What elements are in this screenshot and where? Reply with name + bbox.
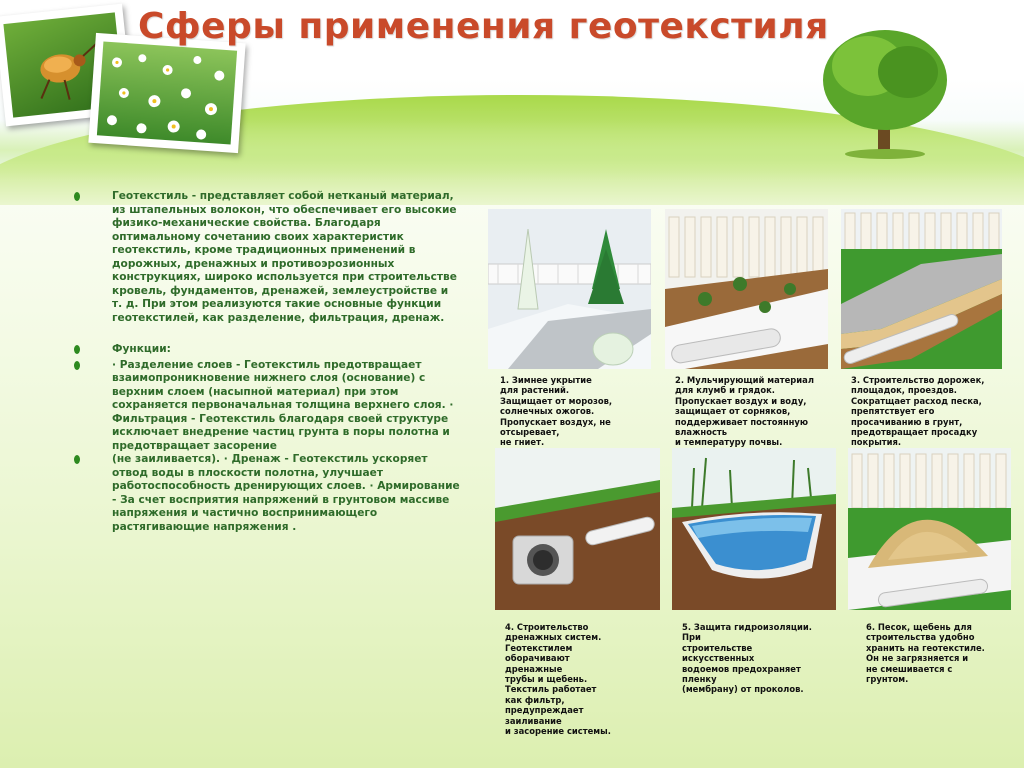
illustration-sand-storage [848,448,1011,610]
text-column [72,190,462,534]
list-item [72,190,462,325]
list-item [72,359,462,454]
illustration-paths [841,209,1002,369]
tree-illustration [810,20,960,160]
illustration-drainage [495,448,660,610]
caption-3: 3. Строительство дорожек, площадок, проездов. Сократщает расход песка, препятствует его просачиванию в грунт, предотвращает просадку покрытия. [851,375,985,448]
caption-2: 2. Мульчирующий материал для клумб и грядок. Пропускает воздух и воду, защищает от сорняков, поддерживает постоянную влажность и температуру почвы. [675,375,814,448]
bullet-icon [74,455,80,464]
daisy-field-photo [88,33,245,153]
caption-5: 5. Защита гидроизоляции. При строительстве искусственных водоемов предохраняет пленку (мембрану) от проколов. [682,622,812,695]
functions-paragraph-continued: (не заиливается). · Дренаж - Геотекстиль ускоряет отвод воды в плоскости полотна, улучшает работоспособность дренирующих слоев. · Армирование - За счет восприятия напряжений в грунтовом массиве напряжения и частично воспринимающего растягивающие напряжения . [112,453,460,533]
bullet-icon [74,345,80,354]
list-item [72,453,462,534]
intro-paragraph: Геотекстиль - представляет собой нетканый материал, из штапельных волокон, что обеспечивает его высокие физико-механические свойства. Благодаря оптимальному сочетанию своих характеристик геотекстиль, кроме традиционных применений в дорожных, дренажных и противоэрозионных конструкциях, широко используется при строительстве кровель, фундаментов, дренажей, землеустройстве и т. д. При этом реализуются такие основные функции геотекстилей, как разделение, фильтрация, дренаж. [112,190,457,324]
functions-paragraph: · Разделение слоев - Геотекстиль предотвращает взаимопроникновение нижнего слоя (основание) с верхним слоем (насыпной материал) при этом сохраняется первоначальная толщина верхнего слоя. · Фильтрация - Геотекстиль благодаря своей структуре исключает внедрение частиц грунта в поры полотна и предотвращает засорение [112,358,454,452]
list-item [72,343,462,357]
illustration-winter-cover [488,209,651,369]
bullet-icon [74,192,80,201]
caption-1: 1. Зимнее укрытие для растений. Защищает от морозов, солнечных ожогов. Пропускает воздух, не отсыревает, не гниет. [500,375,613,448]
page-title: Сферы применения геотекстиля [138,6,829,47]
functions-heading: Функции: [112,343,171,355]
caption-4: 4. Строительство дренажных систем. Геотекстилем оборачивают дренажные трубы и щебень. Текстиль работает как фильтр, предупреждает заиливание и засорение системы. [505,622,611,737]
illustration-pond [672,448,836,610]
illustration-mulching [665,209,828,369]
caption-6: 6. Песок, щебень для строительства удобно хранить на геотекстиле. Он не загрязняется и не смешивается с грунтом. [866,622,985,685]
bullet-icon [74,361,80,370]
